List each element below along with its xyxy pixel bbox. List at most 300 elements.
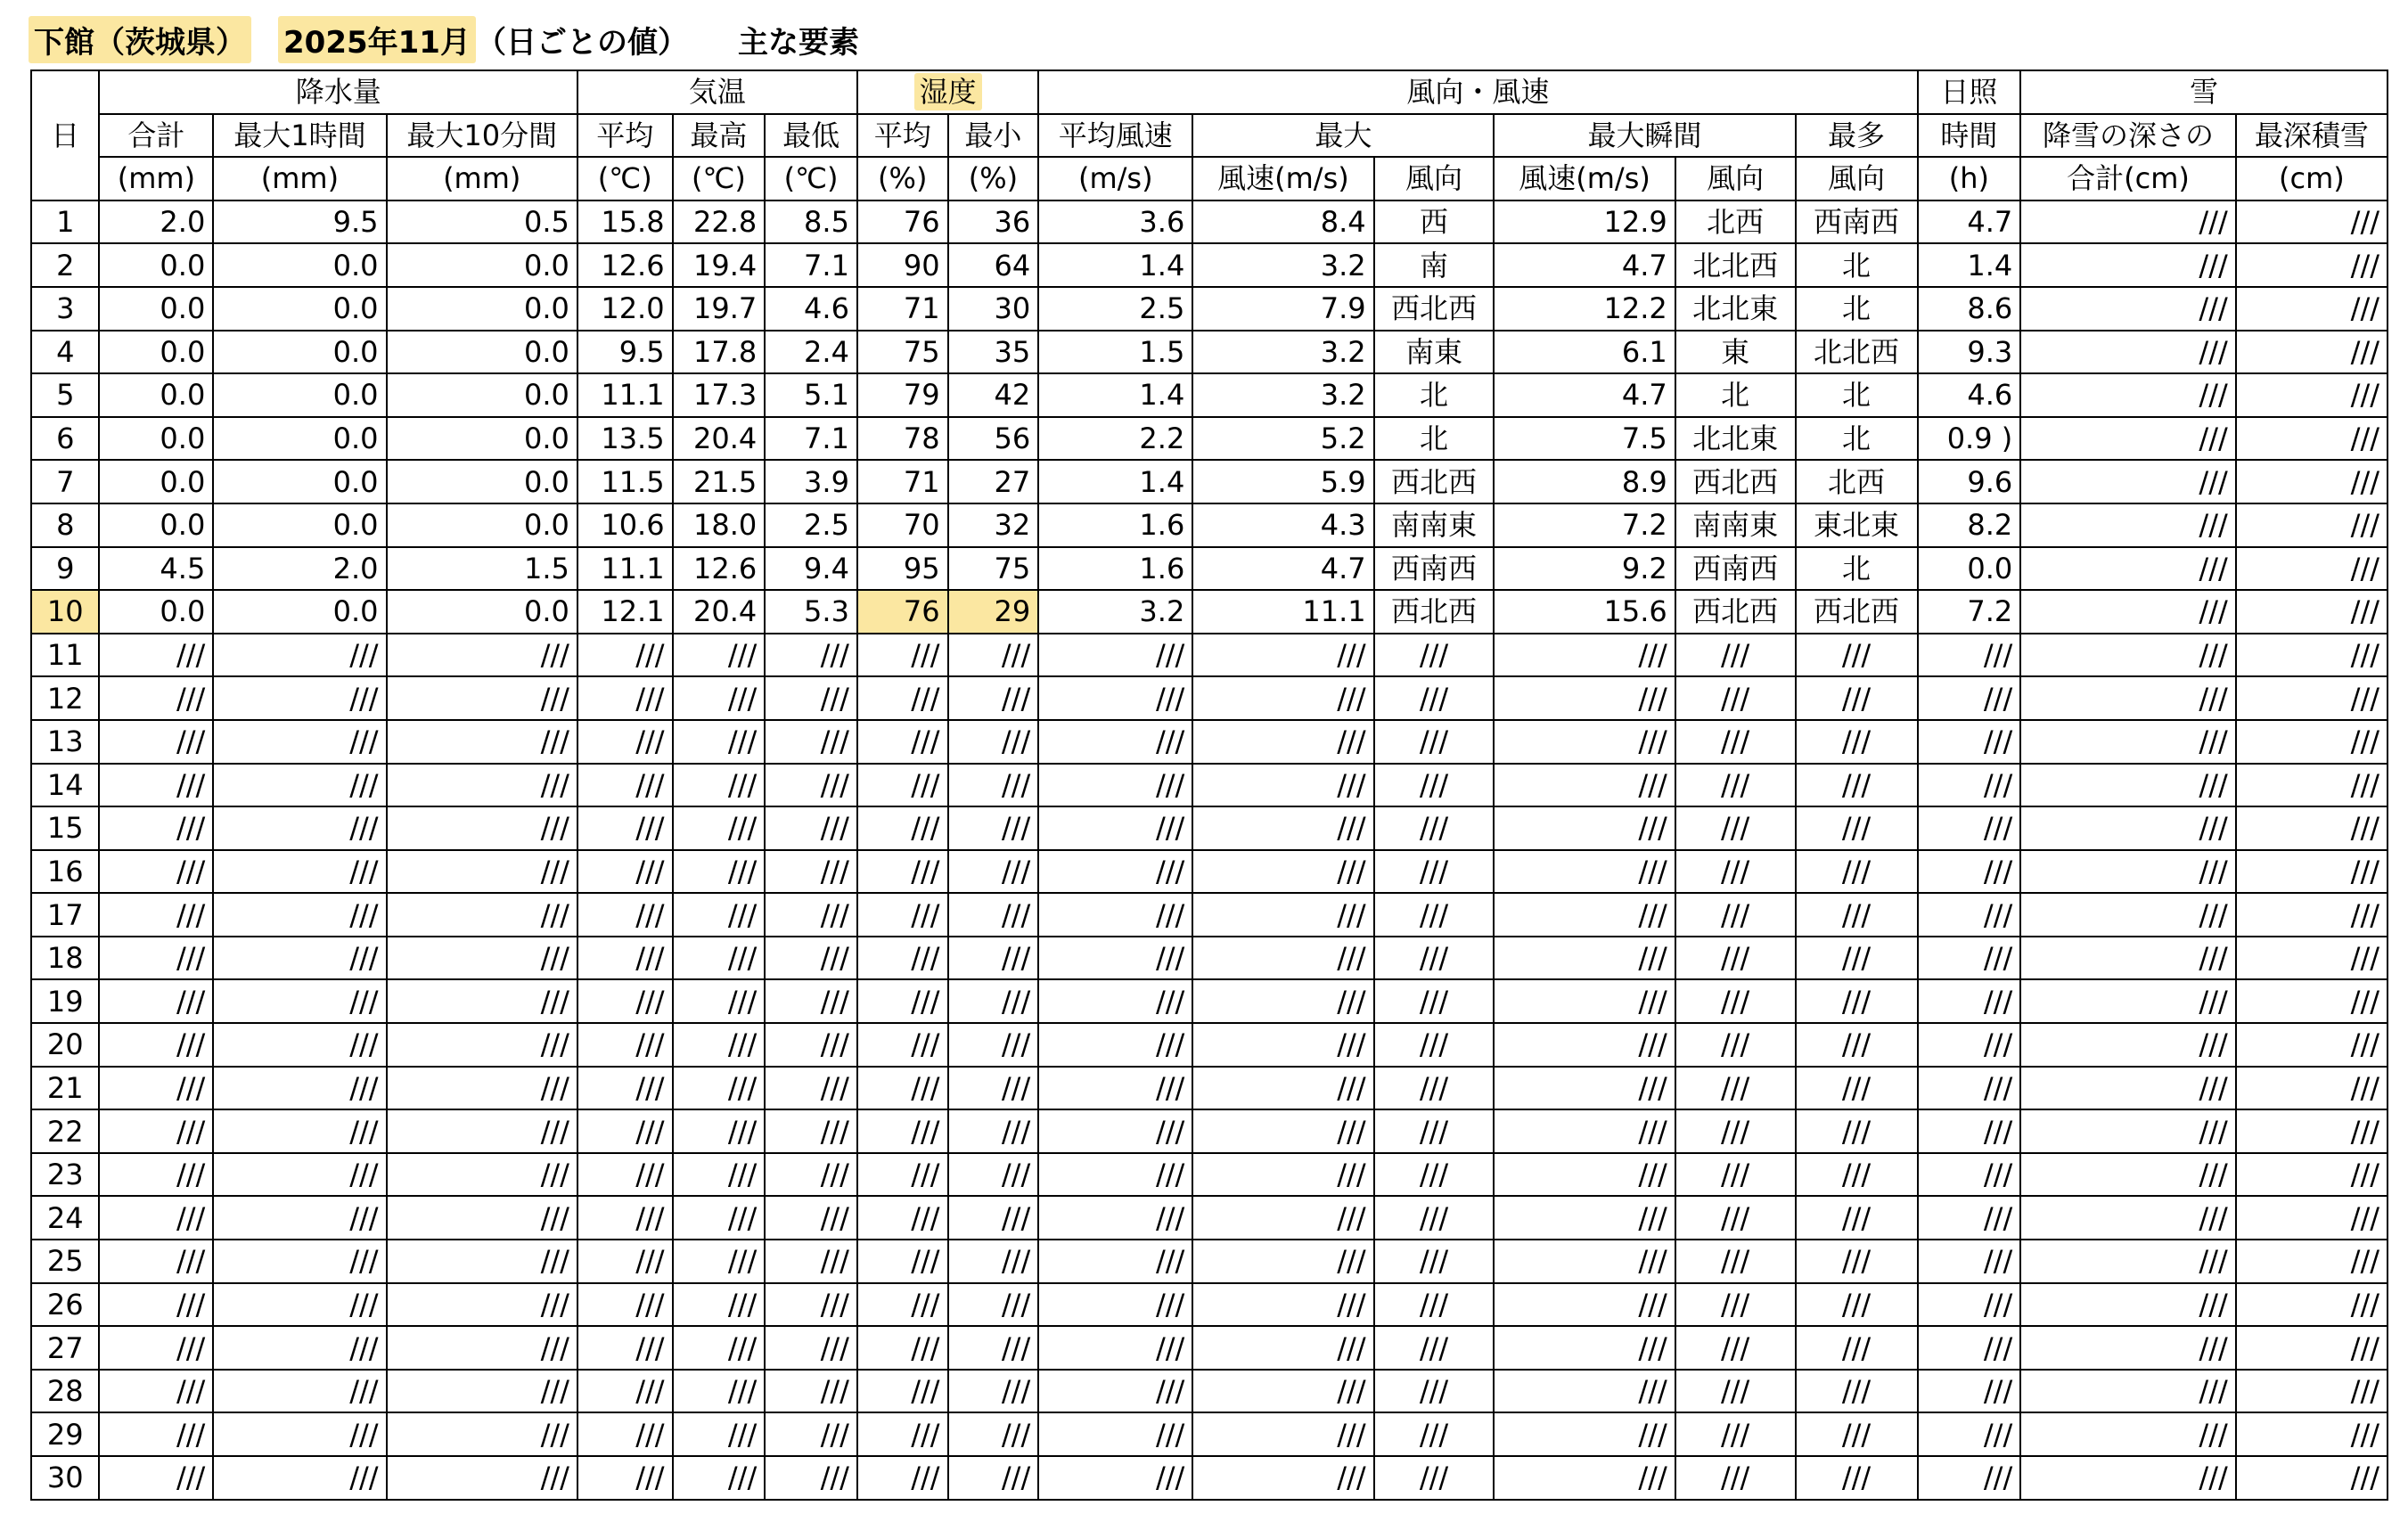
cell-wind-most-dir: 北 xyxy=(1796,243,1918,287)
header-wind-most-dir: 風向 xyxy=(1796,157,1918,201)
cell-hum-min: /// xyxy=(948,1456,1039,1500)
cell-wind-most-dir: 北 xyxy=(1796,417,1918,461)
subtitle: 主な要素 xyxy=(737,24,859,61)
cell-temp-avg: /// xyxy=(577,1370,673,1413)
cell-precip-total: 0.0 xyxy=(99,503,213,547)
cell-hum-min: 29 xyxy=(948,590,1039,634)
cell-hum-avg: 75 xyxy=(857,331,948,374)
cell-precip-total: /// xyxy=(99,1023,213,1067)
cell-day: 9 xyxy=(31,547,99,591)
cell-snow-depth: /// xyxy=(2020,590,2236,634)
cell-wind-gust-speed: /// xyxy=(1494,979,1675,1023)
cell-wind-gust-dir: /// xyxy=(1675,979,1796,1023)
cell-sunshine: 0.0 xyxy=(1918,547,2021,591)
period: 2025年11月 xyxy=(278,16,476,63)
cell-day: 2 xyxy=(31,243,99,287)
cell-snow-depth: /// xyxy=(2020,547,2236,591)
cell-hum-avg: 78 xyxy=(857,417,948,461)
cell-precip-10m: 1.5 xyxy=(387,547,577,591)
cell-hum-min: /// xyxy=(948,676,1039,720)
cell-temp-avg: /// xyxy=(577,1196,673,1240)
cell-snow-depth: /// xyxy=(2020,634,2236,677)
header-humidity: 湿度 xyxy=(857,70,1038,114)
cell-wind-most-dir: /// xyxy=(1796,1326,1918,1370)
cell-wind-gust-speed: 12.2 xyxy=(1494,287,1675,331)
cell-snow-depth: /// xyxy=(2020,850,2236,894)
cell-precip-10m: /// xyxy=(387,1283,577,1327)
cell-temp-max: /// xyxy=(673,1326,766,1370)
cell-wind-most-dir: /// xyxy=(1796,634,1918,677)
cell-precip-total: /// xyxy=(99,806,213,850)
cell-precip-total: /// xyxy=(99,1326,213,1370)
cell-precip-total: /// xyxy=(99,893,213,937)
table-row xyxy=(31,1456,2388,1500)
cell-day: 10 xyxy=(31,590,99,634)
cell-precip-10m: /// xyxy=(387,1456,577,1500)
cell-snow-max: /// xyxy=(2236,1153,2388,1197)
cell-wind-gust-speed: 6.1 xyxy=(1494,331,1675,374)
cell-precip-total: /// xyxy=(99,764,213,807)
cell-temp-max: 22.8 xyxy=(673,201,766,244)
cell-wind-gust-dir: /// xyxy=(1675,1067,1796,1110)
unit-temp-max: (℃) xyxy=(673,157,766,201)
cell-snow-depth: /// xyxy=(2020,1067,2236,1110)
cell-hum-avg: /// xyxy=(857,1283,948,1327)
cell-hum-avg: 70 xyxy=(857,503,948,547)
cell-snow-max: /// xyxy=(2236,590,2388,634)
cell-snow-max: /// xyxy=(2236,1109,2388,1153)
table-row xyxy=(31,1153,2388,1197)
cell-sunshine: 4.6 xyxy=(1918,373,2021,417)
cell-day: 8 xyxy=(31,503,99,547)
cell-wind-max-dir: 西南西 xyxy=(1374,547,1495,591)
cell-wind-gust-dir: 西北西 xyxy=(1675,590,1796,634)
cell-wind-gust-speed: 12.9 xyxy=(1494,201,1675,244)
cell-wind-max-speed: /// xyxy=(1192,1240,1373,1283)
header-wind-avg: 平均風速 xyxy=(1038,114,1192,158)
cell-hum-min: /// xyxy=(948,720,1039,764)
cell-hum-min: /// xyxy=(948,1326,1039,1370)
cell-hum-min: /// xyxy=(948,806,1039,850)
cell-wind-most-dir: /// xyxy=(1796,1456,1918,1500)
cell-snow-max: /// xyxy=(2236,417,2388,461)
cell-precip-1h: /// xyxy=(213,850,386,894)
header-precip-10m: 最大10分間 xyxy=(387,114,577,158)
cell-temp-avg: 11.1 xyxy=(577,547,673,591)
cell-snow-max: /// xyxy=(2236,850,2388,894)
cell-snow-depth: /// xyxy=(2020,373,2236,417)
cell-wind-avg: /// xyxy=(1038,806,1192,850)
cell-temp-min: /// xyxy=(765,764,857,807)
table-row xyxy=(31,720,2388,764)
cell-sunshine: /// xyxy=(1918,1370,2021,1413)
cell-wind-most-dir: /// xyxy=(1796,893,1918,937)
cell-precip-10m: 0.0 xyxy=(387,590,577,634)
cell-precip-1h: 0.0 xyxy=(213,417,386,461)
cell-wind-max-dir: /// xyxy=(1374,1196,1495,1240)
cell-precip-1h: /// xyxy=(213,1370,386,1413)
cell-wind-max-speed: 3.2 xyxy=(1192,243,1373,287)
cell-wind-gust-dir: /// xyxy=(1675,1370,1796,1413)
cell-wind-max-speed: /// xyxy=(1192,1067,1373,1110)
cell-day: 11 xyxy=(31,634,99,677)
header-wind-gust-speed: 風速(m/s) xyxy=(1494,157,1675,201)
cell-wind-avg: 1.6 xyxy=(1038,547,1192,591)
cell-snow-depth: /// xyxy=(2020,1240,2236,1283)
cell-day: 6 xyxy=(31,417,99,461)
cell-wind-gust-speed: /// xyxy=(1494,1196,1675,1240)
cell-wind-gust-dir: 北北東 xyxy=(1675,287,1796,331)
table-row xyxy=(31,287,2388,331)
cell-snow-max: /// xyxy=(2236,764,2388,807)
cell-temp-min: /// xyxy=(765,1370,857,1413)
cell-precip-total: 0.0 xyxy=(99,460,213,503)
cell-wind-avg: /// xyxy=(1038,850,1192,894)
header-temp-min: 最低 xyxy=(765,114,857,158)
cell-day: 18 xyxy=(31,937,99,980)
cell-snow-depth: /// xyxy=(2020,1326,2236,1370)
cell-wind-gust-dir: /// xyxy=(1675,1456,1796,1500)
table-row xyxy=(31,1240,2388,1283)
cell-snow-depth: /// xyxy=(2020,201,2236,244)
cell-precip-1h: /// xyxy=(213,806,386,850)
cell-temp-min: /// xyxy=(765,1023,857,1067)
cell-wind-max-speed: 3.2 xyxy=(1192,331,1373,374)
cell-sunshine: /// xyxy=(1918,720,2021,764)
cell-wind-gust-speed: /// xyxy=(1494,1456,1675,1500)
table-row xyxy=(31,1412,2388,1456)
cell-temp-avg: 15.8 xyxy=(577,201,673,244)
cell-wind-avg: 1.5 xyxy=(1038,331,1192,374)
table-row xyxy=(31,503,2388,547)
cell-wind-max-dir: 西北西 xyxy=(1374,460,1495,503)
cell-snow-depth: /// xyxy=(2020,1109,2236,1153)
cell-wind-max-dir: /// xyxy=(1374,979,1495,1023)
cell-precip-total: /// xyxy=(99,937,213,980)
cell-precip-total: /// xyxy=(99,676,213,720)
cell-wind-max-dir: /// xyxy=(1374,893,1495,937)
cell-temp-min: /// xyxy=(765,1412,857,1456)
cell-hum-avg: /// xyxy=(857,850,948,894)
cell-temp-min: /// xyxy=(765,1153,857,1197)
cell-precip-1h: /// xyxy=(213,764,386,807)
cell-precip-10m: /// xyxy=(387,1023,577,1067)
cell-wind-gust-dir: /// xyxy=(1675,1412,1796,1456)
cell-snow-depth: /// xyxy=(2020,417,2236,461)
unit-wind-avg: (m/s) xyxy=(1038,157,1192,201)
cell-snow-depth: /// xyxy=(2020,764,2236,807)
cell-precip-1h: /// xyxy=(213,634,386,677)
cell-wind-max-speed: /// xyxy=(1192,1456,1373,1500)
cell-wind-most-dir: /// xyxy=(1796,1412,1918,1456)
cell-hum-min: /// xyxy=(948,1240,1039,1283)
cell-temp-avg: /// xyxy=(577,1283,673,1327)
cell-wind-avg: /// xyxy=(1038,1283,1192,1327)
cell-wind-most-dir: /// xyxy=(1796,1153,1918,1197)
cell-wind-most-dir: 北西 xyxy=(1796,460,1918,503)
cell-wind-gust-speed: /// xyxy=(1494,676,1675,720)
cell-sunshine: /// xyxy=(1918,979,2021,1023)
cell-temp-min: 7.1 xyxy=(765,417,857,461)
cell-precip-10m: 0.0 xyxy=(387,373,577,417)
cell-snow-max: /// xyxy=(2236,634,2388,677)
cell-wind-max-dir: /// xyxy=(1374,1109,1495,1153)
cell-wind-avg: 1.4 xyxy=(1038,243,1192,287)
table-row xyxy=(31,1109,2388,1153)
header-snow-depth: 降雪の深さの xyxy=(2020,114,2236,158)
cell-hum-avg: /// xyxy=(857,720,948,764)
header-precip-total: 合計 xyxy=(99,114,213,158)
cell-hum-min: 35 xyxy=(948,331,1039,374)
cell-wind-most-dir: /// xyxy=(1796,1370,1918,1413)
cell-sunshine: /// xyxy=(1918,937,2021,980)
table-row xyxy=(31,1067,2388,1110)
cell-sunshine: /// xyxy=(1918,634,2021,677)
cell-precip-1h: 0.0 xyxy=(213,243,386,287)
cell-day: 20 xyxy=(31,1023,99,1067)
cell-temp-max: 12.6 xyxy=(673,547,766,591)
cell-hum-avg: /// xyxy=(857,1153,948,1197)
cell-snow-max: /// xyxy=(2236,979,2388,1023)
cell-wind-max-speed: /// xyxy=(1192,634,1373,677)
cell-wind-max-speed: /// xyxy=(1192,1326,1373,1370)
cell-wind-max-dir: /// xyxy=(1374,1326,1495,1370)
cell-day: 5 xyxy=(31,373,99,417)
cell-wind-gust-dir: /// xyxy=(1675,1109,1796,1153)
cell-hum-avg: 76 xyxy=(857,201,948,244)
cell-temp-avg: /// xyxy=(577,979,673,1023)
cell-precip-10m: /// xyxy=(387,1240,577,1283)
cell-temp-avg: 10.6 xyxy=(577,503,673,547)
cell-wind-max-speed: /// xyxy=(1192,806,1373,850)
cell-snow-max: /// xyxy=(2236,547,2388,591)
cell-wind-max-dir: /// xyxy=(1374,1153,1495,1197)
cell-wind-gust-dir: 北 xyxy=(1675,373,1796,417)
cell-wind-gust-dir: 南南東 xyxy=(1675,503,1796,547)
cell-wind-gust-speed: /// xyxy=(1494,850,1675,894)
cell-wind-avg: /// xyxy=(1038,937,1192,980)
cell-wind-max-speed: 11.1 xyxy=(1192,590,1373,634)
cell-wind-gust-dir: /// xyxy=(1675,1240,1796,1283)
cell-sunshine: /// xyxy=(1918,1326,2021,1370)
cell-wind-max-speed: /// xyxy=(1192,1109,1373,1153)
cell-snow-max: /// xyxy=(2236,1326,2388,1370)
cell-precip-10m: /// xyxy=(387,893,577,937)
cell-wind-gust-speed: 7.5 xyxy=(1494,417,1675,461)
cell-wind-avg: /// xyxy=(1038,1456,1192,1500)
cell-precip-1h: 0.0 xyxy=(213,590,386,634)
cell-temp-avg: /// xyxy=(577,806,673,850)
cell-precip-total: 0.0 xyxy=(99,417,213,461)
cell-wind-max-dir: /// xyxy=(1374,1456,1495,1500)
cell-precip-1h: /// xyxy=(213,1067,386,1110)
header-wind-max-speed: 風速(m/s) xyxy=(1192,157,1373,201)
cell-wind-most-dir: /// xyxy=(1796,1283,1918,1327)
cell-precip-1h: /// xyxy=(213,1283,386,1327)
cell-wind-most-dir: 北 xyxy=(1796,373,1918,417)
header-snow: 雪 xyxy=(2020,70,2388,114)
cell-temp-avg: 11.5 xyxy=(577,460,673,503)
cell-temp-min: /// xyxy=(765,720,857,764)
cell-sunshine: /// xyxy=(1918,676,2021,720)
table-row xyxy=(31,547,2388,591)
cell-temp-min: 8.5 xyxy=(765,201,857,244)
cell-day: 12 xyxy=(31,676,99,720)
cell-day: 3 xyxy=(31,287,99,331)
cell-wind-most-dir: 北 xyxy=(1796,287,1918,331)
cell-wind-avg: /// xyxy=(1038,720,1192,764)
cell-snow-depth: /// xyxy=(2020,806,2236,850)
cell-wind-most-dir: /// xyxy=(1796,979,1918,1023)
header-temp-avg: 平均 xyxy=(577,114,673,158)
cell-snow-max: /// xyxy=(2236,806,2388,850)
cell-wind-max-dir: /// xyxy=(1374,634,1495,677)
cell-wind-avg: /// xyxy=(1038,676,1192,720)
cell-day: 30 xyxy=(31,1456,99,1500)
cell-day: 23 xyxy=(31,1153,99,1197)
cell-precip-1h: /// xyxy=(213,1109,386,1153)
cell-temp-max: /// xyxy=(673,1153,766,1197)
header-wind-gust-dir: 風向 xyxy=(1675,157,1796,201)
daily-weather-table xyxy=(30,70,2388,1501)
cell-precip-10m: 0.0 xyxy=(387,460,577,503)
cell-precip-1h: 2.0 xyxy=(213,547,386,591)
cell-wind-gust-speed: /// xyxy=(1494,1412,1675,1456)
cell-hum-min: /// xyxy=(948,979,1039,1023)
table-row xyxy=(31,1196,2388,1240)
cell-snow-max: /// xyxy=(2236,1240,2388,1283)
cell-wind-max-speed: /// xyxy=(1192,937,1373,980)
cell-precip-1h: 9.5 xyxy=(213,201,386,244)
cell-temp-avg: 12.1 xyxy=(577,590,673,634)
cell-wind-max-speed: /// xyxy=(1192,1153,1373,1197)
header-precip-1h: 最大1時間 xyxy=(213,114,386,158)
cell-temp-min: /// xyxy=(765,1109,857,1153)
cell-wind-gust-speed: /// xyxy=(1494,1109,1675,1153)
cell-snow-depth: /// xyxy=(2020,676,2236,720)
cell-precip-total: /// xyxy=(99,1283,213,1327)
cell-precip-10m: /// xyxy=(387,634,577,677)
cell-temp-min: /// xyxy=(765,1326,857,1370)
cell-temp-avg: /// xyxy=(577,1023,673,1067)
cell-precip-10m: /// xyxy=(387,720,577,764)
cell-precip-total: /// xyxy=(99,720,213,764)
cell-wind-gust-dir: /// xyxy=(1675,850,1796,894)
unit-temp-avg: (℃) xyxy=(577,157,673,201)
cell-temp-min: /// xyxy=(765,676,857,720)
cell-wind-gust-speed: 15.6 xyxy=(1494,590,1675,634)
table-row xyxy=(31,201,2388,244)
cell-temp-min: 7.1 xyxy=(765,243,857,287)
cell-wind-max-dir: /// xyxy=(1374,806,1495,850)
cell-precip-10m: /// xyxy=(387,1067,577,1110)
cell-wind-gust-speed: /// xyxy=(1494,1153,1675,1197)
cell-snow-depth: /// xyxy=(2020,937,2236,980)
cell-temp-min: /// xyxy=(765,979,857,1023)
cell-sunshine: /// xyxy=(1918,1067,2021,1110)
cell-wind-gust-speed: /// xyxy=(1494,720,1675,764)
cell-wind-gust-speed: /// xyxy=(1494,1067,1675,1110)
cell-wind-max-dir: 南東 xyxy=(1374,331,1495,374)
cell-wind-gust-dir: /// xyxy=(1675,764,1796,807)
cell-hum-avg: /// xyxy=(857,1412,948,1456)
cell-wind-avg: /// xyxy=(1038,1196,1192,1240)
table-row xyxy=(31,1023,2388,1067)
cell-temp-min: /// xyxy=(765,1283,857,1327)
cell-hum-avg: 79 xyxy=(857,373,948,417)
cell-temp-min: /// xyxy=(765,634,857,677)
header-wind: 風向・風速 xyxy=(1038,70,1917,114)
table-row xyxy=(31,460,2388,503)
cell-wind-most-dir: /// xyxy=(1796,1196,1918,1240)
cell-wind-max-dir: /// xyxy=(1374,1067,1495,1110)
cell-temp-max: 20.4 xyxy=(673,417,766,461)
cell-hum-min: /// xyxy=(948,634,1039,677)
cell-temp-max: /// xyxy=(673,1412,766,1456)
cell-hum-min: /// xyxy=(948,1109,1039,1153)
cell-temp-max: 20.4 xyxy=(673,590,766,634)
table-row xyxy=(31,1370,2388,1413)
cell-sunshine: /// xyxy=(1918,850,2021,894)
station-name: 下館（茨城県） xyxy=(29,16,251,63)
cell-day: 17 xyxy=(31,893,99,937)
cell-wind-avg: 1.4 xyxy=(1038,373,1192,417)
cell-sunshine: 9.6 xyxy=(1918,460,2021,503)
cell-wind-max-speed: 4.7 xyxy=(1192,547,1373,591)
header-sunshine-top: 日照 xyxy=(1918,70,2021,114)
cell-precip-1h: 0.0 xyxy=(213,503,386,547)
cell-hum-min: 75 xyxy=(948,547,1039,591)
cell-temp-max: /// xyxy=(673,893,766,937)
cell-temp-min: 3.9 xyxy=(765,460,857,503)
cell-wind-max-dir: /// xyxy=(1374,1240,1495,1283)
cell-snow-depth: /// xyxy=(2020,287,2236,331)
cell-precip-10m: /// xyxy=(387,806,577,850)
cell-temp-max: /// xyxy=(673,979,766,1023)
cell-snow-depth: /// xyxy=(2020,893,2236,937)
cell-precip-1h: 0.0 xyxy=(213,331,386,374)
cell-precip-10m: /// xyxy=(387,1196,577,1240)
unit-snow-depth: 合計(cm) xyxy=(2020,157,2236,201)
cell-hum-min: /// xyxy=(948,1153,1039,1197)
cell-sunshine: 7.2 xyxy=(1918,590,2021,634)
unit-temp-min: (℃) xyxy=(765,157,857,201)
cell-day: 21 xyxy=(31,1067,99,1110)
cell-wind-avg: 1.4 xyxy=(1038,460,1192,503)
cell-wind-gust-speed: /// xyxy=(1494,1370,1675,1413)
cell-precip-1h: /// xyxy=(213,720,386,764)
table-row xyxy=(31,979,2388,1023)
cell-wind-gust-dir: /// xyxy=(1675,893,1796,937)
cell-hum-min: /// xyxy=(948,1196,1039,1240)
cell-sunshine: 8.2 xyxy=(1918,503,2021,547)
table-row xyxy=(31,590,2388,634)
cell-day: 26 xyxy=(31,1283,99,1327)
cell-temp-avg: /// xyxy=(577,676,673,720)
cell-hum-avg: /// xyxy=(857,1326,948,1370)
cell-temp-min: /// xyxy=(765,1240,857,1283)
cell-wind-most-dir: /// xyxy=(1796,1109,1918,1153)
cell-wind-gust-dir: /// xyxy=(1675,720,1796,764)
cell-hum-avg: 90 xyxy=(857,243,948,287)
cell-hum-avg: /// xyxy=(857,1456,948,1500)
cell-day: 27 xyxy=(31,1326,99,1370)
cell-sunshine: 4.7 xyxy=(1918,201,2021,244)
cell-precip-total: /// xyxy=(99,1370,213,1413)
cell-day: 1 xyxy=(31,201,99,244)
cell-temp-avg: 9.5 xyxy=(577,331,673,374)
cell-temp-min: /// xyxy=(765,1196,857,1240)
